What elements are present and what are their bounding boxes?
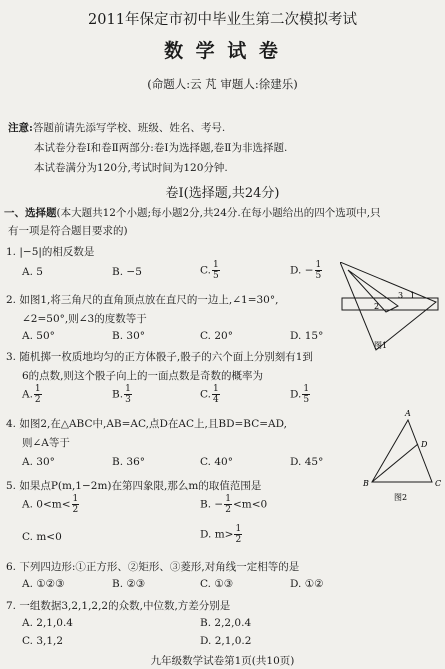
q5-option-b: B. − $\frac{1}{2}$ <m<0 — [200, 494, 268, 515]
q7-stem: 7. 一组数据3,2,1,2,2的众数,中位数,方差分别是 — [6, 600, 231, 612]
page-footer: 九年级数学试卷第1页(共10页) — [150, 655, 295, 667]
fraction: $\frac{1}{3}$ — [125, 384, 131, 405]
q2-stem-line-1: 2. 如图1,将三角尺的直角顶点放在直尺的一边上,∠1=30°, — [6, 294, 279, 306]
fraction: $\frac{1}{2}$ — [225, 494, 231, 515]
notes-line-2: 本试卷分卷Ⅰ和卷Ⅱ两部分:卷Ⅰ为选择题,卷Ⅱ为非选择题. — [34, 142, 288, 154]
point-label: C — [435, 479, 442, 488]
triangle-ruler-cutout — [348, 270, 398, 312]
fraction: $\frac{1}{2}$ — [72, 494, 79, 515]
fraction: $\frac{1}{4}$ — [213, 384, 219, 405]
q4-stem-line-1: 4. 如图2,在△ABC中,AB=AC,点D在AC上,且BD=BC=AD, — [6, 418, 288, 430]
q7-option-c: C. 3,1,2 — [22, 635, 64, 647]
q7-option-d: D. 2,1,0.2 — [200, 635, 252, 647]
angle-label: 1 — [410, 291, 416, 300]
part1-heading: 一、选择题 — [4, 207, 57, 219]
q2-option-c: C. 20° — [200, 330, 233, 342]
q1-stem: 1. |−5|的相反数是 — [6, 246, 95, 258]
fraction: $\frac{1}{2}$ — [34, 384, 41, 405]
triangle-abc — [372, 420, 432, 482]
point-label: A — [405, 409, 411, 418]
q1-option-a: A. 5 — [22, 266, 43, 278]
q4-option-b: B. 36° — [112, 456, 146, 468]
q3-stem-line-1: 3. 随机掷一枚质地均匀的正方体骰子,骰子的六个面上分别刻有1到 — [6, 351, 313, 363]
q3-stem-line-2: 6的点数,则这个骰子向上的一面点数是奇数的概率为 — [22, 370, 264, 382]
q1-option-d: D. − $\frac{1}{5}$ — [290, 260, 322, 281]
q3-option-d: D. $\frac{1}{5}$ — [290, 384, 310, 405]
q5-option-a: A. 0<m< $\frac{1}{2}$ — [22, 494, 79, 515]
q4-option-c: C. 40° — [200, 456, 233, 468]
fraction: $\frac{1}{5}$ — [213, 260, 219, 281]
q5-option-d: D. m> $\frac{1}{2}$ — [200, 524, 242, 545]
q2-option-b: B. 30° — [112, 330, 146, 342]
q5-stem: 5. 如果点P(m,1−2m)在第四象限,那么m的取值范围是 — [6, 480, 262, 492]
notes-text-1: 答题前请先添写学校、班级、姓名、考号. — [32, 122, 226, 134]
q3-option-c: C. $\frac{1}{4}$ — [200, 384, 219, 405]
q5-option-c: C. m<0 — [22, 531, 62, 543]
q4-option-d: D. 45° — [290, 456, 324, 468]
q4-stem-line-2: 则∠A等于 — [22, 437, 70, 449]
q1-option-b: B. −5 — [112, 266, 142, 278]
angle-label: 3 — [398, 291, 404, 300]
angle-label: 2 — [374, 302, 380, 311]
figure-1-caption: 图1 — [374, 341, 388, 350]
fraction: $\frac{1}{5}$ — [303, 384, 310, 405]
q3-option-b: B. $\frac{1}{3}$ — [112, 384, 131, 405]
q6-stem: 6. 下列四边形:①正方形、②矩形、③菱形,对角线一定相等的是 — [6, 561, 300, 573]
part1-intro-line-2: 有一项是符合题目要求的) — [8, 225, 128, 237]
q1-option-c: C. $\frac{1}{5}$ — [200, 260, 219, 281]
q2-stem-line-2: ∠2=50°,则∠3的度数等于 — [22, 313, 147, 325]
figure-1 — [340, 262, 442, 354]
q2-option-d: D. 15° — [290, 330, 324, 342]
section-title: 卷Ⅰ(选择题,共24分) — [165, 186, 280, 201]
q6-option-a: A. ①②③ — [22, 578, 65, 590]
fraction: $\frac{1}{5}$ — [315, 260, 322, 281]
q6-option-c: C. ①③ — [200, 578, 234, 590]
authors-line: (命题人:云 芃 审题人:徐建乐) — [147, 77, 298, 91]
part1-intro-text: (本大题共12个小题;每小题2分,共24分.在每小题给出的四个选项中,只 — [56, 207, 381, 219]
point-label: B — [363, 479, 369, 488]
fraction: $\frac{1}{2}$ — [235, 524, 242, 545]
segment-bd — [372, 444, 418, 482]
exam-title: 2011年保定市初中毕业生第二次模拟考试 — [88, 12, 357, 28]
q7-option-b: B. 2,2,0.4 — [200, 617, 252, 629]
subject-title: 数 学 试 卷 — [164, 40, 281, 62]
q3-option-a: A. $\frac{1}{2}$ — [22, 384, 41, 405]
q2-option-a: A. 50° — [22, 330, 55, 342]
figure-2-caption: 图2 — [394, 493, 408, 502]
notes-line-3: 本试卷满分为120分,考试时间为120分钟. — [34, 162, 228, 174]
part1-intro-line-1 — [4, 205, 381, 220]
point-label: D — [421, 440, 428, 449]
notes-line-1 — [8, 120, 225, 135]
q6-option-d: D. ①② — [290, 578, 324, 590]
q6-option-b: B. ②③ — [112, 578, 146, 590]
q4-option-a: A. 30° — [22, 456, 55, 468]
notes-label: 注意: — [8, 122, 33, 134]
q7-option-a: A. 2,1,0.4 — [22, 617, 73, 629]
figure-2 — [362, 408, 444, 520]
